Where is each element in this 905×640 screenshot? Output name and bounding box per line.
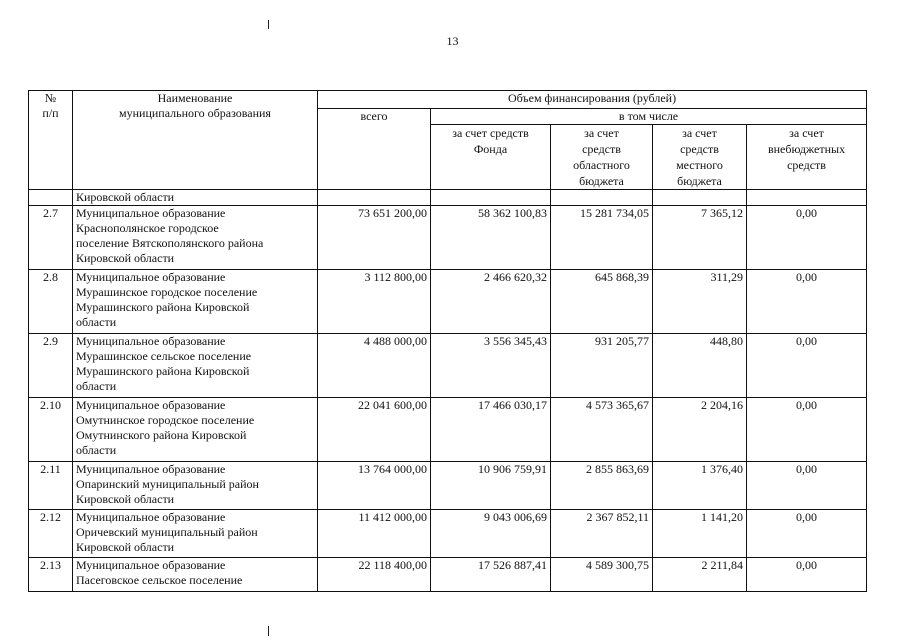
header-name: Наименование муниципального образования [73, 91, 318, 190]
municipality-name-line: Муниципальное образование [76, 270, 226, 284]
municipality-name [73, 510, 318, 558]
amount-local: 7 365,12 [653, 206, 747, 270]
municipality-name [73, 270, 318, 334]
municipality-name [73, 334, 318, 398]
municipality-name [73, 206, 318, 270]
table-row [29, 206, 867, 270]
row-number: 2.9 [29, 334, 73, 398]
table-row [29, 462, 867, 510]
municipality-name-line: поселение Вятскополянского района [76, 236, 264, 250]
amount-extrabudgetary: 0,00 [747, 206, 867, 270]
header-regional: за счет средств областного бюджета [551, 125, 653, 190]
table-row [29, 270, 867, 334]
amount-total: 3 112 800,00 [318, 270, 431, 334]
amount-regional: 2 855 863,69 [551, 462, 653, 510]
amount-fund: 2 466 620,32 [431, 270, 551, 334]
header-number: № п/п [29, 91, 73, 190]
continuation-row [29, 190, 867, 206]
header-volume: Объем финансирования (рублей) [318, 91, 867, 109]
amount-local: 448,80 [653, 334, 747, 398]
amount-extrabudgetary: 0,00 [747, 558, 867, 592]
municipality-name-line: области [76, 379, 117, 393]
amount-extrabudgetary: 0,00 [747, 270, 867, 334]
amount-fund: 58 362 100,83 [431, 206, 551, 270]
municipality-name-line: Муниципальное образование [76, 206, 226, 220]
row-number: 2.7 [29, 206, 73, 270]
continuation-text: Кировской области [73, 190, 318, 206]
municipality-name-line: Омутнинского района Кировской [76, 428, 247, 442]
table-row [29, 558, 867, 592]
amount-regional: 4 589 300,75 [551, 558, 653, 592]
amount-regional: 15 281 734,05 [551, 206, 653, 270]
amount-local: 1 376,40 [653, 462, 747, 510]
header-including: в том числе [431, 109, 867, 125]
row-number: 2.13 [29, 558, 73, 592]
amount-total: 22 041 600,00 [318, 398, 431, 462]
amount-fund: 3 556 345,43 [431, 334, 551, 398]
table-row [29, 398, 867, 462]
amount-extrabudgetary: 0,00 [747, 510, 867, 558]
scan-speck [268, 20, 269, 29]
municipality-name-line: Кировской области [76, 251, 175, 265]
municipality-name-line: Краснополянское городское [76, 221, 219, 235]
municipality-name-line: Муниципальное образование [76, 398, 226, 412]
amount-local: 1 141,20 [653, 510, 747, 558]
municipality-name-line: Оричевский муниципальный район [76, 525, 258, 539]
header-extrabudgetary: за счет внебюджетных средств [747, 125, 867, 190]
row-number: 2.12 [29, 510, 73, 558]
amount-total: 4 488 000,00 [318, 334, 431, 398]
municipality-name-line: Муниципальное образование [76, 462, 226, 476]
amount-regional: 2 367 852,11 [551, 510, 653, 558]
amount-extrabudgetary: 0,00 [747, 462, 867, 510]
municipality-name-line: Опаринский муниципальный район [76, 477, 259, 491]
amount-regional: 645 868,39 [551, 270, 653, 334]
amount-fund: 9 043 006,69 [431, 510, 551, 558]
amount-fund: 17 466 030,17 [431, 398, 551, 462]
municipality-name-line: Кировской области [76, 492, 175, 506]
municipality-name-line: Муниципальное образование [76, 510, 226, 524]
scan-speck [268, 626, 269, 636]
municipality-name-line: Мурашинского района Кировской [76, 364, 250, 378]
amount-total: 73 651 200,00 [318, 206, 431, 270]
amount-regional: 931 205,77 [551, 334, 653, 398]
municipality-name-line: области [76, 315, 117, 329]
amount-local: 2 211,84 [653, 558, 747, 592]
amount-fund: 10 906 759,91 [431, 462, 551, 510]
amount-extrabudgetary: 0,00 [747, 334, 867, 398]
municipality-name-line: Мурашинского района Кировской [76, 300, 250, 314]
amount-total: 11 412 000,00 [318, 510, 431, 558]
municipality-name-line: Муниципальное образование [76, 334, 226, 348]
table-row [29, 334, 867, 398]
table-row [29, 510, 867, 558]
municipality-name-line: Мурашинское городское поселение [76, 285, 258, 299]
amount-regional: 4 573 365,67 [551, 398, 653, 462]
amount-fund: 17 526 887,41 [431, 558, 551, 592]
municipality-name-line: Муниципальное образование [76, 558, 226, 572]
financing-table [28, 90, 867, 592]
amount-total: 13 764 000,00 [318, 462, 431, 510]
municipality-name-line: Мурашинское сельское поселение [76, 349, 252, 363]
municipality-name [73, 462, 318, 510]
amount-extrabudgetary: 0,00 [747, 398, 867, 462]
municipality-name-line: области [76, 443, 117, 457]
amount-total: 22 118 400,00 [318, 558, 431, 592]
amount-local: 2 204,16 [653, 398, 747, 462]
municipality-name-line: Кировской области [76, 540, 175, 554]
municipality-name [73, 398, 318, 462]
header-local: за счет средств местного бюджета [653, 125, 747, 190]
municipality-name-line: Пасеговское сельское поселение [76, 573, 243, 587]
page-number: 13 [446, 34, 459, 48]
municipality-name [73, 558, 318, 592]
municipality-name-line: Омутнинское городское поселение [76, 413, 255, 427]
header-fund: за счет средств Фонда [431, 125, 551, 190]
row-number: 2.8 [29, 270, 73, 334]
row-number: 2.10 [29, 398, 73, 462]
header-total: всего [318, 109, 431, 190]
amount-local: 311,29 [653, 270, 747, 334]
row-number: 2.11 [29, 462, 73, 510]
